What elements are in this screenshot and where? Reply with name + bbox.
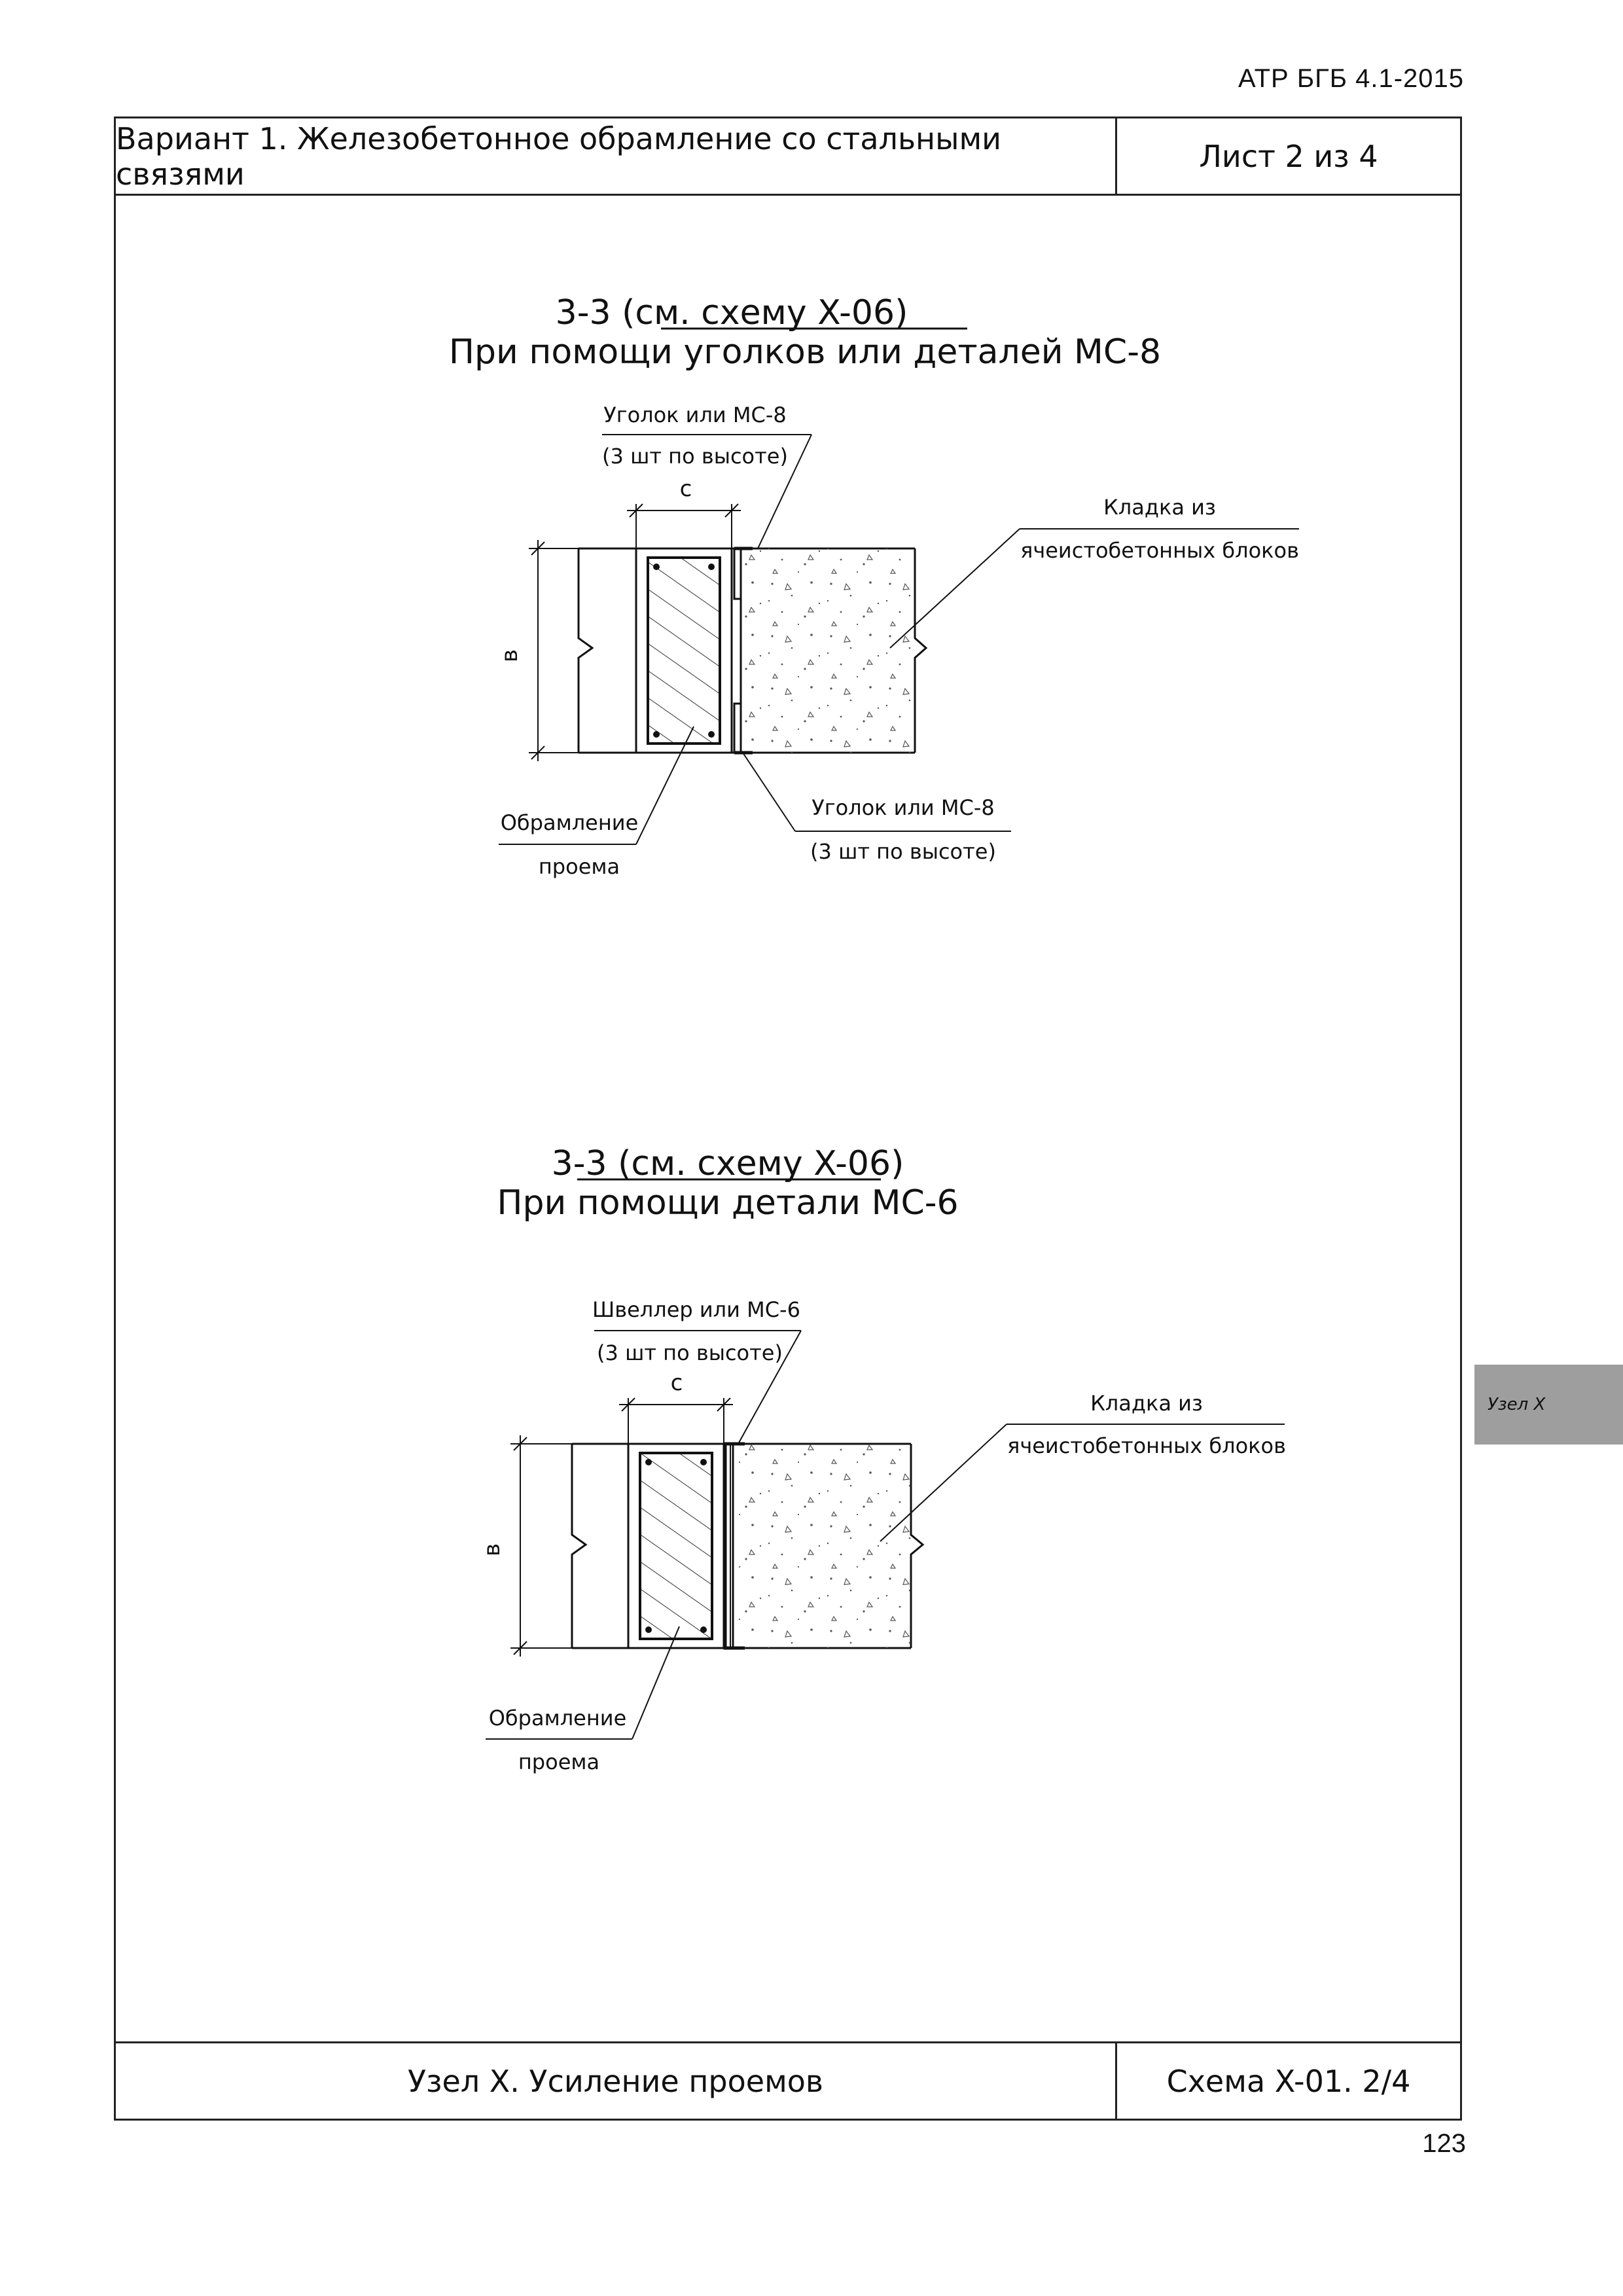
side-tab[interactable]: Узел X	[1474, 1365, 1623, 1444]
section1-callout-bottom-line2: (3 шт по высоте)	[810, 839, 996, 864]
section2-callout-top-line1: Швеллер или МС-6	[592, 1297, 800, 1322]
section1-callout-top-line1: Уголок или МС-8	[603, 403, 787, 427]
section-1	[449, 293, 1299, 879]
section1-callout-top	[602, 403, 812, 548]
section2-masonry-line1: Кладка из	[1090, 1391, 1203, 1416]
section1-dim-b: в	[497, 649, 523, 663]
section1-masonry-line1: Кладка из	[1103, 495, 1216, 520]
section1-title-line1: 3-3 (см. схему X-06)	[555, 293, 908, 332]
section2-dim-c: c	[670, 1370, 683, 1396]
scheme-number: Схема X-01. 2/4	[1166, 2063, 1411, 2099]
section1-callout-bottom-line1: Уголок или МС-8	[812, 795, 995, 820]
header-title: Вариант 1. Железобетонное обрамление со стальными связями	[116, 118, 1117, 194]
section1-wall	[579, 548, 926, 753]
section2-wall	[572, 1444, 923, 1648]
section1-title-line2: При помощи уголков или деталей МС-8	[448, 332, 1162, 372]
section2-frame-line2: проема	[518, 1749, 600, 1774]
section1-dim-c: c	[679, 476, 692, 502]
section1-masonry-line2: ячеистобетонных блоков	[1020, 538, 1299, 563]
footer-title: Узел X. Усиление проемов	[116, 2043, 1117, 2119]
section2-callout-masonry	[880, 1391, 1286, 1541]
section1-callout-top-line2: (3 шт по высоте)	[602, 444, 788, 469]
section1-callout-masonry	[890, 495, 1299, 648]
section2-dim-b: в	[479, 1543, 505, 1557]
section1-frame-line1: Обрамление	[500, 810, 639, 835]
section1-frame-line2: проема	[538, 854, 620, 879]
section-2	[479, 1144, 1286, 1774]
section2-frame-line1: Обрамление	[488, 1706, 627, 1731]
document-code: АТР БГБ 4.1-2015	[1238, 64, 1464, 93]
section2-masonry-line2: ячеистобетонных блоков	[1007, 1433, 1286, 1458]
page-number: 123	[1422, 2129, 1466, 2158]
section2-title-line1: 3-3 (см. схему X-06)	[551, 1144, 904, 1183]
sheet-number: Лист 2 из 4	[1199, 138, 1378, 174]
section1-callout-bottom	[743, 753, 1011, 864]
section2-callout-top	[592, 1297, 801, 1444]
section2-callout-top-line2: (3 шт по высоте)	[597, 1340, 783, 1365]
section2-title-line2: При помощи детали МС-6	[497, 1183, 959, 1223]
